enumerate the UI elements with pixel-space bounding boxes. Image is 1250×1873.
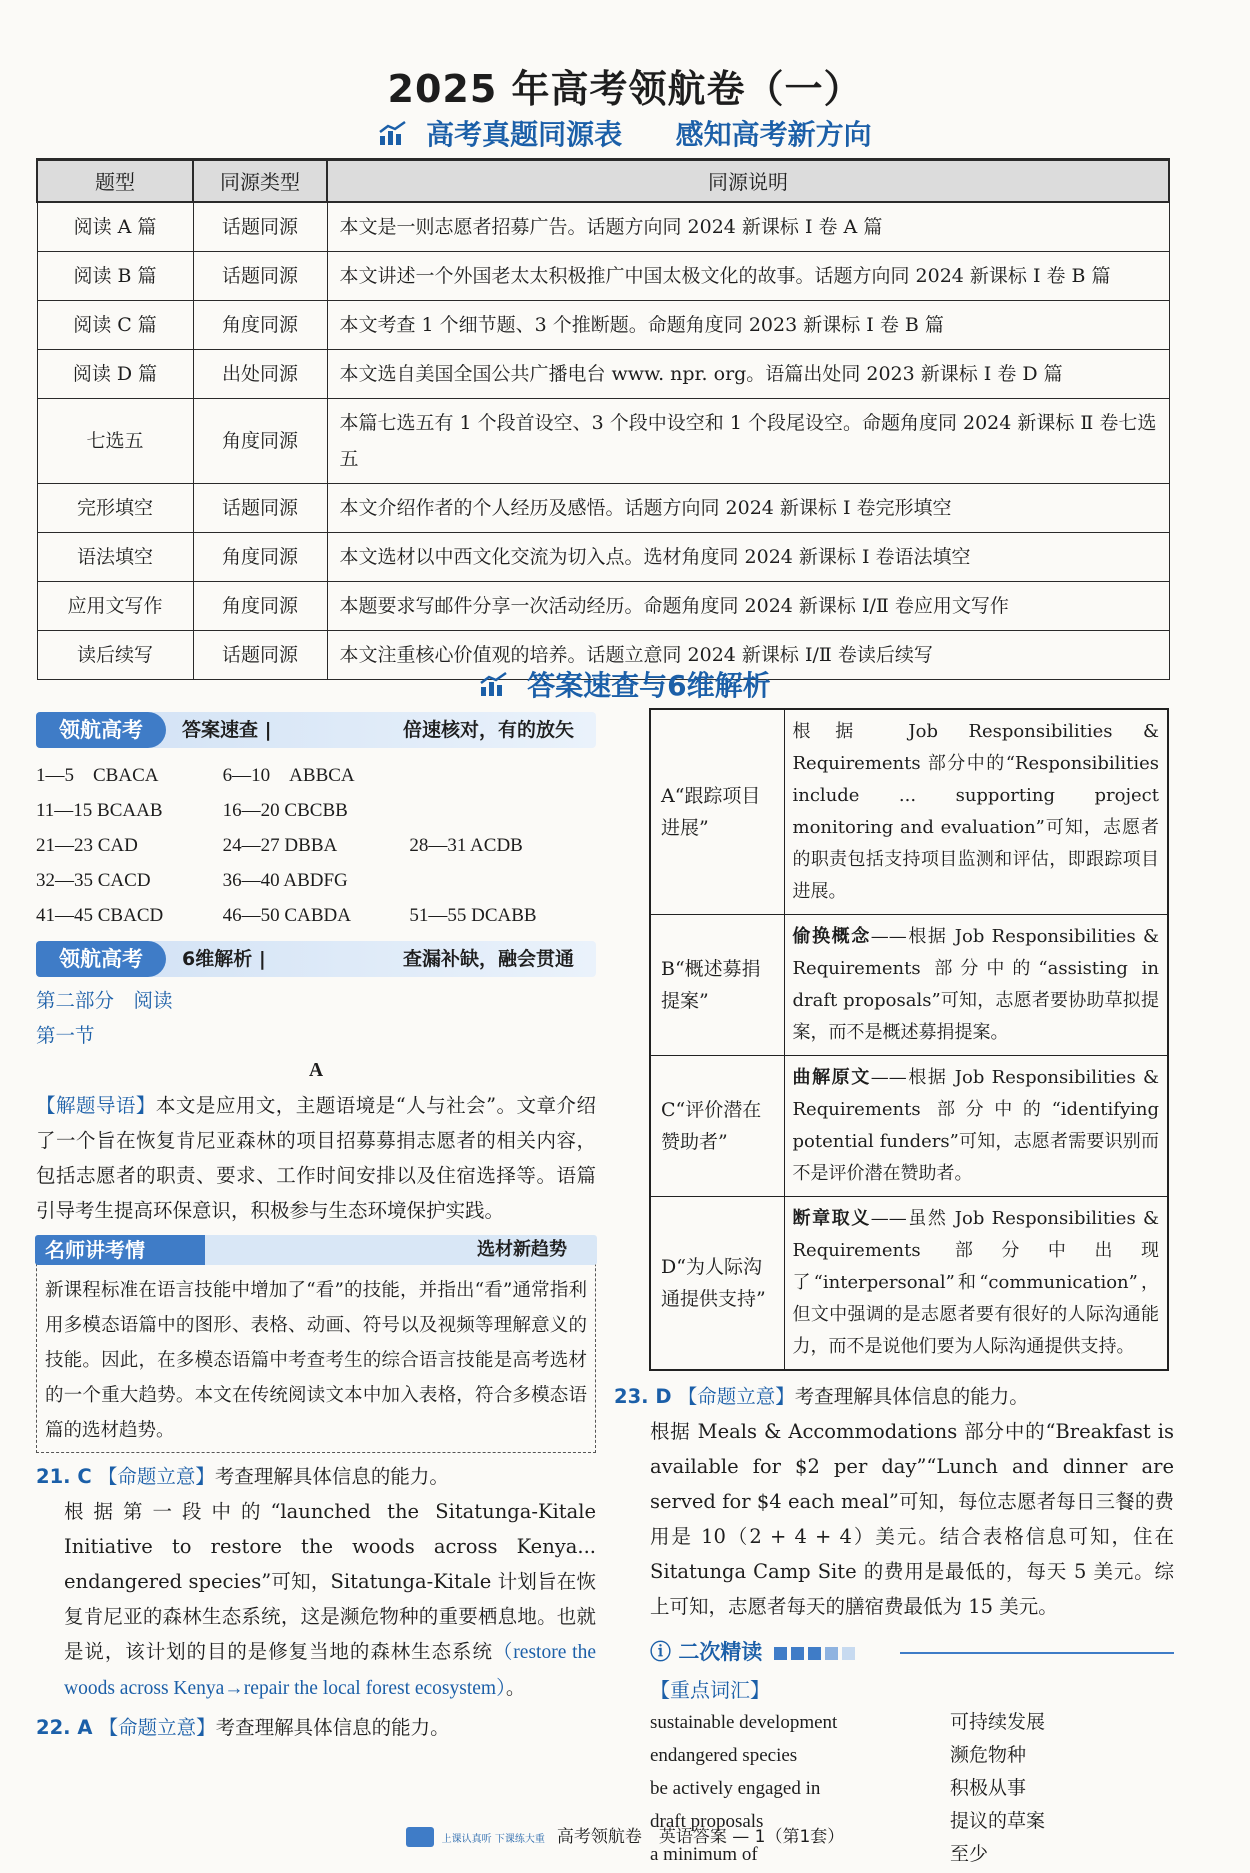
page-title: 2025 年高考领航卷（一）	[387, 67, 863, 111]
option-text: 根据 Job Responsibilities & Requirements 部分中的“Responsibilities include ... supporting project monitoring and evaluation”可知，志愿者的职责包括支持项目监测和评估，即跟踪项目进展。	[792, 721, 1159, 902]
vocab-en: be actively engaged in	[650, 1778, 821, 1799]
banner-tag: 领航高考	[36, 712, 166, 748]
page-footer	[0, 1822, 1250, 1847]
row-source: 角度同源	[193, 581, 327, 630]
analysis-banner	[36, 941, 596, 977]
option-label: D“为人际沟通提供支持”	[650, 1197, 784, 1371]
banner-right: 倍速核对，有的放矢	[402, 719, 574, 741]
row-desc: 本文注重核心价值观的培养。话题立意同 2024 新课标 Ⅰ/Ⅱ 卷读后续写	[327, 630, 1169, 679]
answer-cell: 32—35 CACD	[36, 870, 151, 891]
row-type: 完形填空	[37, 483, 193, 532]
q21-aim: 考查理解具体信息的能力。	[214, 1465, 449, 1488]
q21-number: 21. C	[36, 1465, 92, 1488]
table-row	[37, 398, 1169, 483]
source-table-header	[37, 160, 1169, 202]
header-description: 同源说明	[327, 160, 1169, 202]
bar-chart-icon	[479, 671, 509, 704]
vocab-en: sustainable development	[650, 1712, 838, 1733]
intro-text: 本文是应用文，主题语境是“人与社会”。文章介绍了一个旨在恢复肯尼亚森林的项目招募募捐志愿者的相关内容，包括志愿者的职责、要求、工作时间安排以及住宿选择等。语篇引导考生提高环保意识，积极参与生态环境保护实践。	[36, 1094, 596, 1222]
row-desc: 本文选材以中西文化交流为切入点。选材角度同 2024 新课标 Ⅰ 卷语法填空	[327, 532, 1169, 581]
row-source: 话题同源	[193, 630, 327, 679]
question-22	[36, 1710, 596, 1745]
section-title	[0, 664, 1250, 704]
subtitle-left: 高考真题同源表	[426, 118, 623, 151]
passage-label: A	[308, 1060, 324, 1081]
table-row	[37, 532, 1169, 581]
table-row	[37, 581, 1169, 630]
answer-row	[36, 758, 596, 793]
left-column	[36, 712, 596, 1745]
row-type: 阅读 C 篇	[37, 300, 193, 349]
q23-number: 23. D	[614, 1385, 672, 1408]
answer-cell	[409, 793, 596, 828]
option-lead: 偷换概念	[792, 926, 871, 947]
row-source: 角度同源	[193, 532, 327, 581]
option-lead: 断章取义	[792, 1208, 871, 1229]
reread-icon: ⓘ	[650, 1640, 671, 1664]
row-desc: 本文介绍作者的个人经历及感悟。话题方向同 2024 新课标 Ⅰ 卷完形填空	[327, 483, 1169, 532]
vocab-en: draft proposals	[650, 1811, 764, 1832]
reread-banner	[650, 1634, 1174, 1674]
page-subtitle	[0, 113, 1250, 153]
option-detail	[784, 915, 1168, 1056]
vocab-zh: 积极从事	[950, 1777, 1027, 1799]
option-detail	[784, 1056, 1168, 1197]
row-source: 话题同源	[193, 202, 327, 252]
answer-cell: 41—45 CBACD	[36, 905, 164, 926]
right-column	[614, 708, 1174, 1871]
banner-right: 查漏补缺，融会贯通	[402, 948, 574, 970]
row-source: 角度同源	[193, 398, 327, 483]
answer-cell: 51—55 DCABB	[409, 905, 537, 926]
table-row	[37, 202, 1169, 252]
q22-label: 【命题立意】	[98, 1716, 216, 1739]
row-type: 阅读 D 篇	[37, 349, 193, 398]
option-detail	[784, 1197, 1168, 1371]
row-desc: 本文考查 1 个细节题、3 个推断题。命题角度同 2023 新课标 Ⅰ 卷 B 篇	[327, 300, 1169, 349]
option-row	[650, 1056, 1168, 1197]
progress-square-icon	[808, 1647, 821, 1660]
row-source: 出处同源	[193, 349, 327, 398]
section-title-text: 答案速查与6维解析	[527, 669, 771, 702]
vocab-zh: 提议的草案	[950, 1810, 1046, 1832]
q23-label: 【命题立意】	[677, 1385, 795, 1408]
banner-label: 答案速查 |	[182, 719, 272, 741]
answer-row	[36, 828, 596, 863]
reread-title: 二次精读	[678, 1640, 763, 1664]
row-source: 话题同源	[193, 483, 327, 532]
tip-right: 选材新趋势	[477, 1239, 567, 1260]
row-desc: 本题要求写邮件分享一次活动经历。命题角度同 2024 新课标 Ⅰ/Ⅱ 卷应用文写作	[327, 581, 1169, 630]
answer-cell: 36—40 ABDFG	[222, 870, 348, 891]
section-heading: 第一节	[36, 1024, 95, 1047]
row-source: 话题同源	[193, 251, 327, 300]
tip-title: 名师讲考情	[45, 1238, 145, 1262]
tip-header	[35, 1235, 597, 1265]
progress-square-icon	[774, 1647, 787, 1660]
answer-row	[36, 793, 596, 828]
row-source: 角度同源	[193, 300, 327, 349]
list-item	[650, 1772, 1174, 1805]
part-heading: 第二部分 阅读	[36, 989, 173, 1012]
answer-cell: 6—10 ABBCA	[222, 765, 355, 786]
header-type: 题型	[37, 160, 193, 202]
row-type: 应用文写作	[37, 581, 193, 630]
row-type: 阅读 B 篇	[37, 251, 193, 300]
answer-cell: 24—27 DBBA	[222, 835, 338, 856]
vocab-zh: 濒危物种	[950, 1744, 1027, 1766]
option-text: ——虽然 Job Responsibilities & Requirements 部分中出现了“interpersonal”和“communication”，但文中强调的是志愿者要有很好的人际沟通能力，而不是说他们要为人际沟通提供支持。	[792, 1208, 1160, 1357]
q23-text: 根据 Meals & Accommodations 部分中的“Breakfast is available for $2 per day”“Lunch and dinner are served for $4 each meal”可知，每位志愿者每日三餐的费用是 10（2 + 4 + 4）美元。结合表格信息可知，住在 Sitatunga Camp Site 的费用是最低的，每天 5 美元。综上可知，志愿者每天的膳宿费最低为 15 美元。	[650, 1420, 1174, 1618]
option-lead: 曲解原文	[792, 1067, 871, 1088]
answer-cell: 46—50 CABDA	[222, 905, 351, 926]
option-detail	[784, 709, 1168, 915]
banner-label: 6维解析 |	[182, 948, 266, 970]
option-label: C“评价潜在赞助者”	[650, 1056, 784, 1197]
q23-aim: 考查理解具体信息的能力。	[794, 1385, 1029, 1408]
q21-explanation	[36, 1494, 596, 1706]
footer-brand: 上课认真听 下课练大重	[441, 1834, 545, 1845]
q21-hint: （restore the woods across Kenya→repair the local forest ecosystem）	[64, 1642, 596, 1699]
bar-chart-icon	[378, 120, 408, 153]
option-label: A“跟踪项目进展”	[650, 709, 784, 915]
option-row	[650, 915, 1168, 1056]
q21-end: 。	[505, 1676, 526, 1699]
question-21	[36, 1459, 596, 1494]
header-source-type: 同源类型	[193, 160, 327, 202]
teacher-tip-box	[36, 1238, 596, 1453]
row-type: 阅读 A 篇	[37, 202, 193, 252]
row-desc: 本文是一则志愿者招募广告。话题方向同 2024 新课标 Ⅰ 卷 A 篇	[327, 202, 1169, 252]
progress-square-icon	[825, 1647, 838, 1660]
option-row	[650, 1197, 1168, 1371]
progress-square-icon	[791, 1647, 804, 1660]
row-type: 七选五	[37, 398, 193, 483]
list-item	[650, 1739, 1174, 1772]
footer-text: 高考领航卷 英语答案 — 1（第1套）	[556, 1827, 845, 1847]
list-item	[650, 1706, 1174, 1739]
answer-cell: 11—15 BCAAB	[36, 800, 163, 821]
answer-row	[36, 863, 596, 898]
answer-cell: 16—20 CBCBB	[222, 800, 348, 821]
option-text: ——根据 Job Responsibilities & Requirements 部分中的“assisting in draft proposals”可知，志愿者要协助草拟提案，而不是概述募捐提案。	[792, 926, 1160, 1043]
q22-aim: 考查理解具体信息的能力。	[215, 1716, 450, 1739]
answer-row	[36, 898, 596, 933]
answer-cell: 1—5 CBACA	[36, 765, 159, 786]
reread-title-wrap	[650, 1636, 855, 1666]
options-table	[649, 708, 1169, 1371]
vocab-en: endangered species	[650, 1745, 798, 1766]
answer-cell	[409, 863, 596, 898]
row-type: 读后续写	[37, 630, 193, 679]
vocab-zh: 可持续发展	[950, 1711, 1046, 1733]
vocab-zh: 至少	[950, 1843, 989, 1865]
question-23	[614, 1379, 1174, 1414]
table-row	[37, 251, 1169, 300]
vocab-en: a minimum of	[650, 1844, 758, 1865]
banner-tag: 领航高考	[36, 941, 166, 977]
row-desc: 本文选自美国全国公共广播电台 www. npr. org。语篇出处同 2023 新课标 Ⅰ 卷 D 篇	[327, 349, 1169, 398]
option-text: ——根据 Job Responsibilities & Requirements 部分中的“identifying potential funders”可知，志愿者需要识别而不是评价潜在赞助者。	[792, 1067, 1160, 1184]
table-row	[37, 483, 1169, 532]
answer-grid	[36, 758, 596, 933]
vocab-label: 【重点词汇】	[650, 1678, 770, 1702]
answer-cell: 28—31 ACDB	[409, 835, 523, 856]
intro-paragraph	[36, 1088, 596, 1228]
option-row	[650, 709, 1168, 915]
q21-label: 【命题立意】	[97, 1465, 215, 1488]
q21-text: 根据第一段中的“launched the Sitatunga-Kitale Initiative to restore the woods across Kenya... endangered species”可知，Sitatunga-Kitale 计划旨在恢复肯尼亚的森林生态系统，这是濒危物种的重要栖息地。也就是说，该计划的目的是修复当地的森林生态系统	[64, 1500, 596, 1663]
row-desc: 本文讲述一个外国老太太积极推广中国太极文化的故事。话题方向同 2024 新课标 Ⅰ 卷 B 篇	[327, 251, 1169, 300]
publisher-logo-icon	[406, 1827, 434, 1847]
quick-answers-banner	[36, 712, 596, 748]
q22-number: 22. A	[36, 1716, 93, 1739]
answer-cell	[409, 758, 596, 793]
intro-label: 【解题导语】	[36, 1094, 156, 1117]
subtitle-right: 感知高考新方向	[675, 118, 872, 151]
table-row	[37, 349, 1169, 398]
tip-text: 新课程标准在语言技能中增加了“看”的技能，并指出“看”通常指利用多模态语篇中的图形、表格、动画、符号以及视频等理解意义的技能。因此，在多模态语篇中考查考生的综合语言技能是高考选材的一个重大趋势。本文在传统阅读文本中加入表格，符合多模态语篇的选材趋势。	[45, 1280, 587, 1441]
progress-square-icon	[842, 1647, 855, 1660]
table-row	[37, 300, 1169, 349]
option-label: B“概述募捐提案”	[650, 915, 784, 1056]
source-table	[36, 158, 1170, 680]
row-type: 语法填空	[37, 532, 193, 581]
row-desc: 本篇七选五有 1 个段首设空、3 个段中设空和 1 个段尾设空。命题角度同 2024 新课标 Ⅱ 卷七选五	[327, 398, 1169, 483]
divider	[900, 1652, 1174, 1654]
answer-cell: 21—23 CAD	[36, 835, 138, 856]
